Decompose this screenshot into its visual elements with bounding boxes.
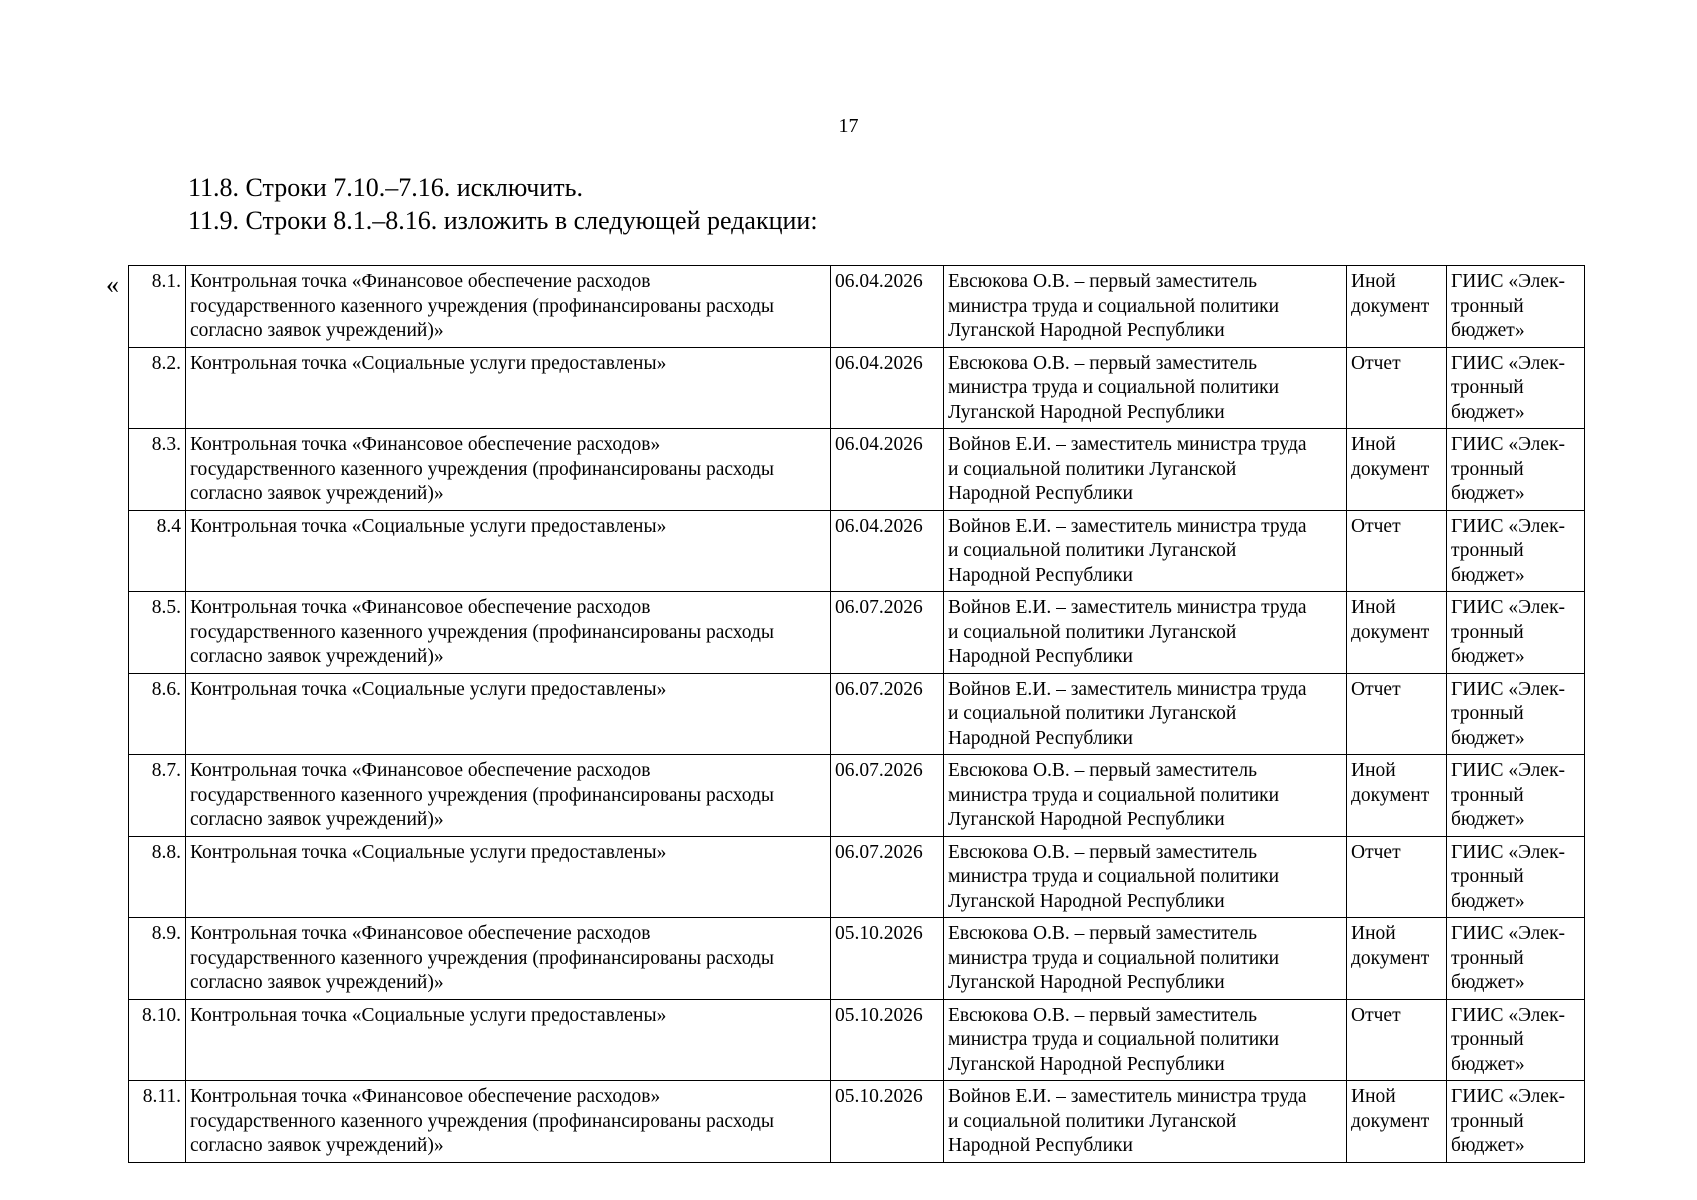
control-point-name-line: государственного казенного учреждения (профинансированы расходы	[190, 295, 775, 317]
responsible-person-line: Евсюкова О.В. – первый заместитель	[948, 271, 1257, 292]
document-type-line: Иной	[1351, 923, 1396, 944]
responsible-person-line: Евсюкова О.В. – первый заместитель	[948, 760, 1257, 781]
responsible-person-line: Луганской Народной Республики	[948, 401, 1225, 423]
information-system-cell	[1447, 918, 1585, 1000]
document-type-cell	[1347, 266, 1447, 348]
document-type-line: Иной	[1351, 271, 1396, 292]
row-number-cell: 8.11.	[129, 1081, 186, 1163]
control-point-name-line: Контрольная точка «Социальные услуги предоставлены»	[190, 352, 667, 374]
document-type-line: Иной	[1351, 597, 1396, 618]
table-row	[129, 673, 1585, 755]
responsible-person-cell	[944, 836, 1347, 918]
information-system-cell	[1447, 347, 1585, 429]
page-number: 17	[838, 115, 859, 137]
information-system-line: ГИИС «Элек-	[1451, 515, 1566, 537]
responsible-person-line: и социальной политики Луганской	[948, 621, 1237, 643]
table-row	[129, 836, 1585, 918]
responsible-person-cell	[944, 1081, 1347, 1163]
information-system-line: ГИИС «Элек-	[1451, 271, 1566, 292]
row-number-cell: 8.7.	[129, 755, 186, 837]
information-system-line: бюджет»	[1451, 564, 1525, 586]
control-point-name-cell	[186, 755, 831, 837]
table-row	[129, 755, 1585, 837]
information-system-line: ГИИС «Элек-	[1451, 434, 1566, 455]
information-system-line: ГИИС «Элек-	[1451, 352, 1566, 374]
information-system-line: бюджет»	[1451, 890, 1525, 912]
document-type-cell	[1347, 510, 1447, 592]
document-type-cell	[1347, 1081, 1447, 1163]
information-system-line: тронный	[1451, 703, 1524, 724]
control-point-name-line: согласно заявок учреждений)»	[190, 646, 444, 667]
due-date-cell: 06.04.2026	[831, 347, 944, 429]
information-system-line: бюджет»	[1451, 972, 1525, 993]
control-point-name-line: государственного казенного учреждения (профинансированы расходы	[190, 621, 775, 643]
control-point-name-line: государственного казенного учреждения (профинансированы расходы	[190, 1110, 775, 1132]
information-system-cell	[1447, 999, 1585, 1081]
due-date-cell: 06.07.2026	[831, 836, 944, 918]
responsible-person-line: Войнов Е.И. – заместитель министра труда	[948, 678, 1307, 700]
responsible-person-line: и социальной политики Луганской	[948, 458, 1237, 480]
information-system-cell	[1447, 755, 1585, 837]
information-system-line: ГИИС «Элек-	[1451, 923, 1566, 944]
responsible-person-cell	[944, 755, 1347, 837]
information-system-line: ГИИС «Элек-	[1451, 678, 1566, 700]
control-point-name-line: согласно заявок учреждений)»	[190, 1135, 444, 1156]
responsible-person-line: Народной Республики	[948, 1135, 1133, 1156]
responsible-person-line: Луганской Народной Республики	[948, 809, 1225, 830]
document-type-line: Отчет	[1351, 352, 1401, 374]
document-type-line: Иной	[1351, 434, 1396, 455]
responsible-person-cell	[944, 673, 1347, 755]
information-system-line: тронный	[1451, 295, 1524, 317]
table-row	[129, 918, 1585, 1000]
responsible-person-line: и социальной политики Луганской	[948, 1110, 1237, 1132]
responsible-person-line: министра труда и социальной политики	[948, 866, 1280, 887]
row-number-cell: 8.2.	[129, 347, 186, 429]
information-system-line: бюджет»	[1451, 483, 1525, 504]
information-system-cell	[1447, 510, 1585, 592]
information-system-cell	[1447, 429, 1585, 511]
information-system-line: бюджет»	[1451, 1053, 1525, 1075]
table-row	[129, 999, 1585, 1081]
responsible-person-line: и социальной политики Луганской	[948, 540, 1237, 561]
responsible-person-line: министра труда и социальной политики	[948, 295, 1280, 317]
table-row	[129, 266, 1585, 348]
responsible-person-line: Евсюкова О.В. – первый заместитель	[948, 352, 1257, 374]
responsible-person-line: Луганской Народной Республики	[948, 1053, 1225, 1075]
responsible-person-cell	[944, 429, 1347, 511]
responsible-person-line: Евсюкова О.В. – первый заместитель	[948, 923, 1257, 944]
due-date-cell: 05.10.2026	[831, 1081, 944, 1163]
information-system-line: тронный	[1451, 458, 1524, 480]
document-type-cell	[1347, 347, 1447, 429]
control-point-name-line: Контрольная точка «Финансовое обеспечение расходов	[190, 760, 651, 781]
responsible-person-line: Луганской Народной Республики	[948, 972, 1225, 993]
control-point-name-line: согласно заявок учреждений)»	[190, 972, 444, 993]
control-point-name-cell	[186, 999, 831, 1081]
responsible-person-cell	[944, 918, 1347, 1000]
control-points-table-body	[129, 266, 1585, 1163]
responsible-person-cell	[944, 999, 1347, 1081]
responsible-person-line: Народной Республики	[948, 564, 1133, 586]
document-type-line: Отчет	[1351, 1004, 1401, 1026]
control-point-name-line: Контрольная точка «Социальные услуги предоставлены»	[190, 1004, 667, 1026]
responsible-person-line: министра труда и социальной политики	[948, 1029, 1280, 1050]
due-date-cell: 06.07.2026	[831, 592, 944, 674]
control-point-name-cell	[186, 836, 831, 918]
control-point-name-line: Контрольная точка «Финансовое обеспечение расходов	[190, 923, 651, 944]
row-number-cell: 8.4	[129, 510, 186, 592]
control-point-name-cell	[186, 266, 831, 348]
responsible-person-cell	[944, 347, 1347, 429]
responsible-person-line: Войнов Е.И. – заместитель министра труда	[948, 597, 1307, 618]
information-system-line: тронный	[1451, 621, 1524, 643]
row-number-cell: 8.1.	[129, 266, 186, 348]
control-point-name-cell	[186, 347, 831, 429]
document-type-line: документ	[1351, 784, 1430, 806]
control-point-name-line: Контрольная точка «Финансовое обеспечение расходов	[190, 271, 651, 292]
document-type-cell	[1347, 592, 1447, 674]
control-point-name-line: Контрольная точка «Социальные услуги предоставлены»	[190, 515, 667, 537]
responsible-person-line: министра труда и социальной политики	[948, 947, 1280, 969]
control-point-name-cell	[186, 918, 831, 1000]
table-row	[129, 510, 1585, 592]
control-points-table	[128, 265, 1585, 1163]
responsible-person-line: Народной Республики	[948, 646, 1133, 667]
row-number-cell: 8.5.	[129, 592, 186, 674]
table-row	[129, 347, 1585, 429]
control-point-name-line: Контрольная точка «Финансовое обеспечение расходов»	[190, 434, 661, 455]
table-row	[129, 1081, 1585, 1163]
control-point-name-line: согласно заявок учреждений)»	[190, 320, 444, 341]
due-date-cell: 05.10.2026	[831, 918, 944, 1000]
information-system-line: ГИИС «Элек-	[1451, 597, 1566, 618]
row-number-cell: 8.6.	[129, 673, 186, 755]
document-type-line: Иной	[1351, 760, 1396, 781]
control-point-name-line: Контрольная точка «Финансовое обеспечение расходов	[190, 597, 651, 618]
document-type-line: документ	[1351, 458, 1430, 480]
opening-quote-mark: «	[106, 270, 119, 299]
information-system-cell	[1447, 673, 1585, 755]
information-system-line: ГИИС «Элек-	[1451, 841, 1566, 863]
paragraph-11-8: 11.8. Строки 7.10.–7.16. исключить.	[188, 173, 583, 202]
document-type-line: Отчет	[1351, 515, 1401, 537]
control-point-name-line: государственного казенного учреждения (профинансированы расходы	[190, 458, 775, 480]
document-type-cell	[1347, 999, 1447, 1081]
information-system-line: тронный	[1451, 947, 1524, 969]
information-system-line: тронный	[1451, 1110, 1524, 1132]
document-type-line: Отчет	[1351, 678, 1401, 700]
control-point-name-cell	[186, 510, 831, 592]
document-type-line: документ	[1351, 295, 1430, 317]
responsible-person-cell	[944, 266, 1347, 348]
document-type-line: документ	[1351, 1110, 1430, 1132]
information-system-line: ГИИС «Элек-	[1451, 1004, 1566, 1026]
responsible-person-line: Евсюкова О.В. – первый заместитель	[948, 841, 1257, 863]
information-system-cell	[1447, 266, 1585, 348]
information-system-cell	[1447, 592, 1585, 674]
information-system-cell	[1447, 836, 1585, 918]
responsible-person-line: Войнов Е.И. – заместитель министра труда	[948, 1086, 1307, 1107]
due-date-cell: 06.07.2026	[831, 755, 944, 837]
information-system-line: ГИИС «Элек-	[1451, 1086, 1566, 1107]
responsible-person-line: Войнов Е.И. – заместитель министра труда	[948, 515, 1307, 537]
document-type-line: Иной	[1351, 1086, 1396, 1107]
row-number-cell: 8.8.	[129, 836, 186, 918]
document-type-cell	[1347, 673, 1447, 755]
document-type-cell	[1347, 918, 1447, 1000]
control-point-name-line: государственного казенного учреждения (профинансированы расходы	[190, 784, 775, 806]
row-number-cell: 8.3.	[129, 429, 186, 511]
control-point-name-line: согласно заявок учреждений)»	[190, 483, 444, 504]
document-type-cell	[1347, 429, 1447, 511]
due-date-cell: 06.04.2026	[831, 510, 944, 592]
control-point-name-cell	[186, 429, 831, 511]
information-system-line: тронный	[1451, 866, 1524, 887]
information-system-line: ГИИС «Элек-	[1451, 760, 1566, 781]
information-system-line: тронный	[1451, 540, 1524, 561]
due-date-cell: 06.04.2026	[831, 429, 944, 511]
document-type-line: документ	[1351, 947, 1430, 969]
responsible-person-line: Войнов Е.И. – заместитель министра труда	[948, 434, 1307, 455]
information-system-line: бюджет»	[1451, 646, 1525, 667]
information-system-line: тронный	[1451, 1029, 1524, 1050]
responsible-person-line: министра труда и социальной политики	[948, 784, 1280, 806]
due-date-cell: 06.04.2026	[831, 266, 944, 348]
control-point-name-line: Контрольная точка «Финансовое обеспечение расходов»	[190, 1086, 661, 1107]
responsible-person-line: Народной Республики	[948, 483, 1133, 504]
information-system-line: тронный	[1451, 377, 1524, 398]
responsible-person-line: Евсюкова О.В. – первый заместитель	[948, 1004, 1257, 1026]
due-date-cell: 05.10.2026	[831, 999, 944, 1081]
information-system-line: бюджет»	[1451, 401, 1525, 423]
row-number-cell: 8.9.	[129, 918, 186, 1000]
responsible-person-cell	[944, 510, 1347, 592]
control-point-name-cell	[186, 673, 831, 755]
document-type-cell	[1347, 755, 1447, 837]
control-point-name-cell	[186, 592, 831, 674]
responsible-person-line: Луганской Народной Республики	[948, 890, 1225, 912]
responsible-person-cell	[944, 592, 1347, 674]
control-point-name-line: согласно заявок учреждений)»	[190, 809, 444, 830]
information-system-cell	[1447, 1081, 1585, 1163]
responsible-person-line: Луганской Народной Республики	[948, 320, 1225, 341]
control-point-name-cell	[186, 1081, 831, 1163]
control-point-name-line: Контрольная точка «Социальные услуги предоставлены»	[190, 841, 667, 863]
information-system-line: бюджет»	[1451, 1135, 1525, 1156]
row-number-cell: 8.10.	[129, 999, 186, 1081]
information-system-line: бюджет»	[1451, 727, 1525, 749]
table-row	[129, 592, 1585, 674]
paragraph-11-9: 11.9. Строки 8.1.–8.16. изложить в следующей редакции:	[188, 206, 818, 235]
due-date-cell: 06.07.2026	[831, 673, 944, 755]
document-type-line: документ	[1351, 621, 1430, 643]
control-point-name-line: Контрольная точка «Социальные услуги предоставлены»	[190, 678, 667, 700]
information-system-line: бюджет»	[1451, 809, 1525, 830]
responsible-person-line: и социальной политики Луганской	[948, 703, 1237, 724]
information-system-line: бюджет»	[1451, 320, 1525, 341]
control-point-name-line: государственного казенного учреждения (профинансированы расходы	[190, 947, 775, 969]
document-type-line: Отчет	[1351, 841, 1401, 863]
responsible-person-line: Народной Республики	[948, 727, 1133, 749]
responsible-person-line: министра труда и социальной политики	[948, 377, 1280, 398]
information-system-line: тронный	[1451, 784, 1524, 806]
document-type-cell	[1347, 836, 1447, 918]
table-row	[129, 429, 1585, 511]
